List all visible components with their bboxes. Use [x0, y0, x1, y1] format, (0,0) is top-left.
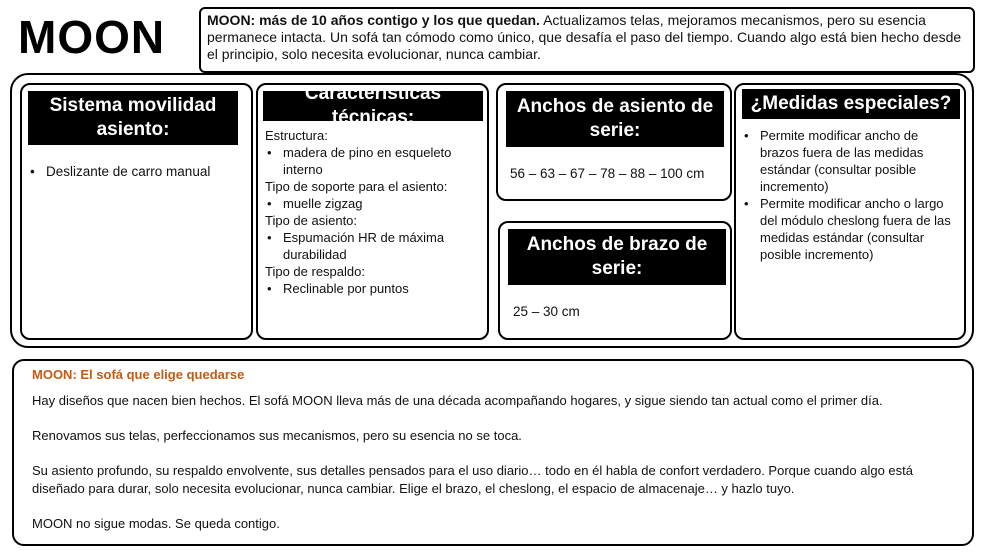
especiales-header: ¿Medidas especiales? — [742, 89, 960, 119]
story-title: MOON: El sofá que elige quedarse — [32, 367, 245, 382]
list-item: • muelle zigzag — [265, 195, 485, 212]
list-item: • madera de pino en esqueleto interno — [265, 144, 485, 178]
intro-box — [199, 7, 975, 73]
movilidad-list — [28, 163, 243, 180]
intro-text: Actualizamos telas, mejoramos mecanismos, pero su esencia permanece intacta. Un sofá tan cómodo como único, que desafía el paso del tiempo. Cuando algo está bien hecho desde el principio, solo necesita evolucionar, nunca cambiar. — [207, 12, 962, 62]
estructura-label: Estructura: — [265, 128, 328, 143]
anchos-asiento-panel — [496, 83, 732, 201]
movilidad-panel — [20, 83, 253, 340]
anchos-brazo-value: 25 – 30 cm — [513, 304, 580, 319]
list-item: • Deslizante de carro manual — [28, 163, 243, 180]
anchos-brazo-panel — [498, 221, 732, 340]
respaldo-label: Tipo de respaldo: — [265, 264, 365, 279]
anchos-brazo-header: Anchos de brazo de serie: — [508, 229, 726, 285]
story-box — [12, 359, 974, 546]
list-item: • Permite modificar ancho de brazos fuera de las medidas estándar (consultar posible incremento) — [742, 127, 960, 195]
story-paragraph: Hay diseños que nacen bien hechos. El sofá MOON lleva más de una década acompañando hogares, y sigue siendo tan actual como el primer día. — [32, 393, 883, 408]
list-item: • Reclinable por puntos — [265, 280, 485, 297]
soporte-label: Tipo de soporte para el asiento: — [265, 179, 448, 194]
especiales-panel — [734, 83, 966, 340]
anchos-asiento-value: 56 – 63 – 67 – 78 – 88 – 100 cm — [510, 166, 705, 181]
intro-bold: MOON: más de 10 años contigo y los que quedan. — [207, 12, 540, 28]
story-paragraph: Renovamos sus telas, perfeccionamos sus mecanismos, pero su esencia no se toca. — [32, 428, 522, 443]
especiales-list — [742, 127, 960, 263]
tecnicas-header: Características técnicas: — [263, 91, 483, 121]
movilidad-header: Sistema movilidad asiento: — [28, 91, 238, 145]
list-item: • Espumación HR de máxima durabilidad — [265, 229, 485, 263]
page-title: MOON — [18, 11, 166, 63]
anchos-asiento-header: Anchos de asiento de serie: — [506, 91, 724, 147]
story-paragraph: Su asiento profundo, su respaldo envolvente, sus detalles pensados para el uso diario… todo en él habla de confort verdadero. Porque cuando algo está diseñado para durar, solo necesita evolucionar, nunca cambiar. Elige el brazo, el cheslong, el espacio de almacenaje… y hazlo tuyo. — [32, 463, 913, 496]
story-paragraph: MOON no sigue modas. Se queda contigo. — [32, 516, 280, 531]
tecnicas-panel — [256, 83, 489, 340]
asiento-label: Tipo de asiento: — [265, 213, 358, 228]
list-item: • Permite modificar ancho o largo del módulo cheslong fuera de las medidas estándar (consultar posible incremento) — [742, 195, 960, 263]
